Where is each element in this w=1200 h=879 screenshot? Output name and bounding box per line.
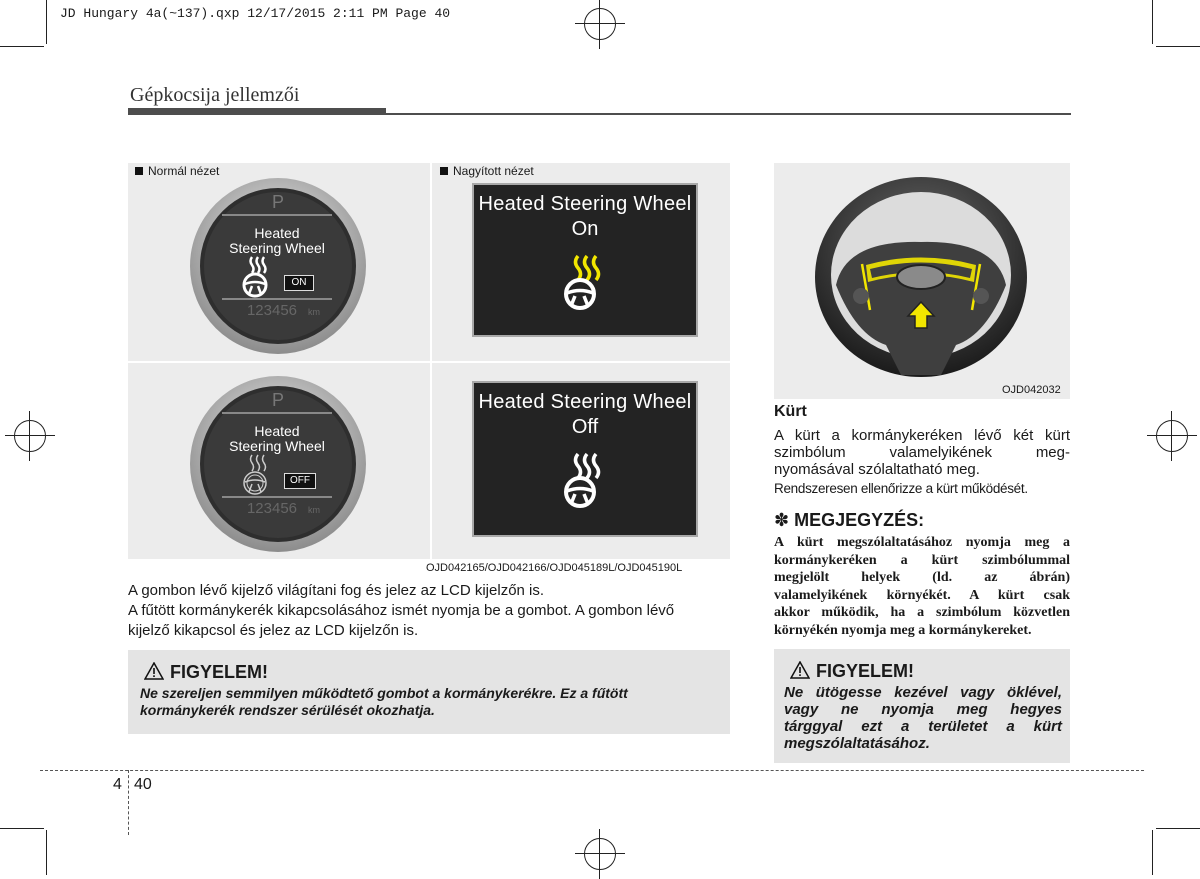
warning-right-line-3: tárggyal ezt a területet a kürt [784, 718, 1062, 735]
cluster-gauge-off [188, 374, 368, 554]
section-title: Gépkocsija jellemzői [130, 84, 300, 106]
heated-wheel-outline-icon [238, 452, 278, 496]
zoomed-view-label: Nagyított nézet [440, 164, 534, 178]
warning-left-text [140, 685, 724, 719]
warning-right-line-2: vagy ne nyomja meg hegyes [784, 701, 1062, 718]
crop-mark [0, 46, 44, 47]
note-title: ✽ MEGJEGYZÉS: [774, 510, 925, 530]
registration-mark [584, 838, 616, 870]
crop-mark [1156, 828, 1200, 829]
footer-rule [40, 770, 1144, 771]
horn-line-2: szimbólum valamelyikének meg- [774, 444, 1070, 461]
print-header: JD Hungary 4a(~137).qxp 12/17/2015 2:11 PM Page 40 [60, 6, 451, 21]
figure-caption: OJD042165/OJD042166/OJD045189L/OJD045190L [426, 562, 683, 574]
warning-box-left [128, 650, 730, 734]
crop-mark [46, 0, 47, 44]
svg-text:km: km [308, 505, 320, 515]
steering-caption: OJD042032 [1002, 384, 1061, 396]
note-line-2: kormánykeréken a kürt szimbólummal [774, 552, 1070, 568]
note-text [774, 534, 1070, 639]
svg-text:123456: 123456 [246, 302, 298, 319]
page-number-divider [128, 770, 129, 835]
heated-wheel-on-icon [558, 254, 608, 310]
off-badge: OFF [284, 473, 316, 489]
crop-mark [46, 830, 47, 875]
crop-mark [1152, 0, 1153, 44]
heated-wheel-off-icon [558, 452, 608, 508]
cluster-off-line2: Steering Wheel [229, 438, 325, 454]
lcd-off-line2: Off [571, 416, 599, 438]
warning-right-title: FIGYELEM! [816, 661, 914, 681]
header-rule-thick [128, 108, 386, 115]
paragraph-2-line-2: kijelző kikapcsol és jelez az LCD kijelzőn is. [128, 622, 419, 639]
registration-mark [14, 420, 46, 452]
note-line-4: valamelyikének környékét. A kürt csak [774, 587, 1070, 603]
on-badge: ON [284, 275, 314, 291]
header-rule-thin [386, 113, 1071, 115]
steering-wheel-illustration [806, 170, 1036, 385]
lcd-on-line1: Heated Steering Wheel [478, 193, 692, 215]
warning-triangle-icon [790, 661, 810, 679]
svg-text:123456: 123456 [246, 500, 298, 517]
registration-mark [1156, 420, 1188, 452]
note-line-3: megjelölt helyek (ld. az ábrán) [774, 570, 1070, 585]
left-body-text [128, 581, 732, 641]
heated-wheel-icon [238, 254, 278, 298]
horn-text [774, 427, 1070, 478]
lcd-off-line1: Heated Steering Wheel [478, 391, 692, 413]
warning-right-line-1: Ne ütögesse kezével vagy öklével, [784, 684, 1062, 701]
warning-box-right [774, 649, 1070, 763]
paragraph-1: A gombon lévő kijelző világítani fog és jelez az LCD kijelzőn is. [128, 582, 545, 599]
warning-right-text [784, 684, 1062, 752]
cluster-on-text [212, 226, 342, 256]
note-line-5: akkor működik, ha a szimbólum közvetlen [774, 605, 1070, 620]
page-number: 40 [134, 776, 152, 793]
cluster-off-line1: Heated [254, 423, 300, 439]
cluster-off-text [212, 424, 342, 454]
svg-text:P: P [271, 390, 285, 410]
cluster-on-line1: Heated [254, 225, 300, 241]
warning-left-line-1: Ne szereljen semmilyen működtető gombot a kormánykerékre. Ez a fűtött [140, 685, 628, 701]
registration-mark [584, 8, 616, 40]
note-line-1: A kürt megszólaltatásához nyomja meg a [774, 535, 1070, 550]
note-line-6: környékén nyomja meg a kormánykereket. [774, 622, 1032, 638]
warning-left-title: FIGYELEM! [170, 662, 268, 682]
cluster-gauge-on [188, 176, 368, 356]
horn-heading: Kürt [774, 403, 807, 420]
warning-left-line-2: kormánykerék rendszer sérülését okozhatja. [140, 702, 435, 718]
paragraph-2-line-1: A fűtött kormánykerék kikapcsolásához ismét nyomja be a gombot. A gombon lévő [128, 602, 675, 619]
horn-line-3: nyomásával szólaltatható meg. [774, 461, 980, 478]
warning-triangle-icon [144, 662, 164, 680]
horn-line-1: A kürt a kormánykeréken lévő két kürt [774, 427, 1070, 444]
horn-line-4: Rendszeresen ellenőrizze a kürt működését. [774, 481, 1028, 496]
crop-mark [1156, 46, 1200, 47]
cluster-on-line2: Steering Wheel [229, 240, 325, 256]
chapter-number: 4 [113, 776, 122, 793]
crop-mark [0, 828, 44, 829]
normal-view-label: Normál nézet [135, 164, 219, 178]
svg-text:P: P [271, 192, 285, 212]
warning-right-line-4: megszólaltatásához. [784, 735, 930, 752]
lcd-on-line2: On [571, 218, 599, 240]
crop-mark [1152, 830, 1153, 875]
svg-text:km: km [308, 307, 320, 317]
